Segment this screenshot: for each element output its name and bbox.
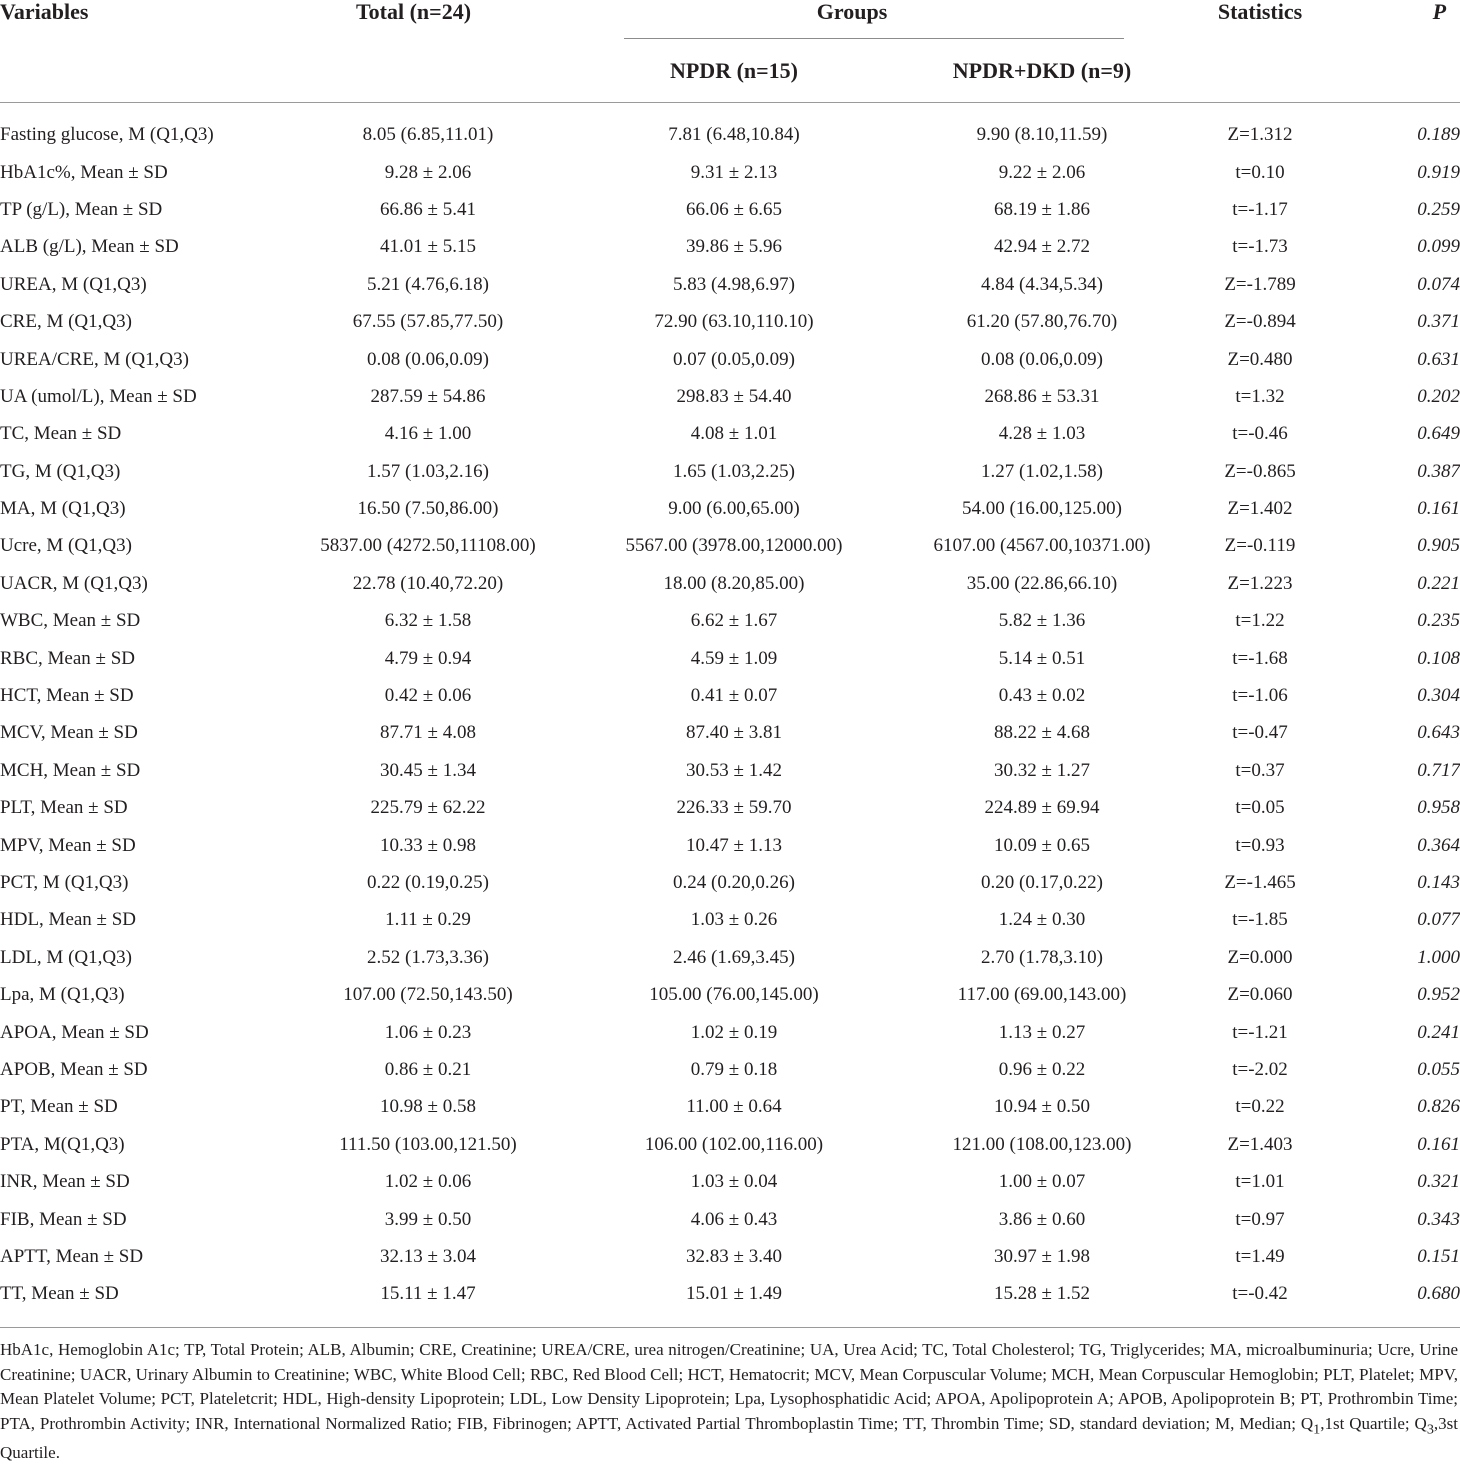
cell-statistic: Z=0.060 <box>1227 984 1293 1006</box>
cell-npdr: 66.06 ± 6.65 <box>686 198 782 220</box>
cell-variable: PCT, M (Q1,Q3) <box>0 872 129 893</box>
header-statistics: Statistics <box>1217 0 1303 24</box>
cell-npdr-dkd: 1.13 ± 0.27 <box>998 1021 1086 1043</box>
cell-statistic: Z=1.312 <box>1227 124 1293 146</box>
cell-npdr: 105.00 (76.00,145.00) <box>649 984 819 1006</box>
table-bottom-rule <box>0 1327 1460 1328</box>
cell-npdr-dkd: 9.90 (8.10,11.59) <box>976 124 1108 146</box>
cell-statistic: t=-1.21 <box>1232 1021 1288 1043</box>
cell-statistic: t=0.97 <box>1235 1208 1285 1230</box>
table-row <box>0 864 1460 901</box>
cell-p-value: 0.321 <box>1417 1171 1460 1193</box>
cell-total: 4.79 ± 0.94 <box>384 647 472 669</box>
cell-p-value: 0.649 <box>1417 423 1460 445</box>
cell-npdr-dkd: 61.20 (57.80,76.70) <box>966 311 1118 333</box>
cell-npdr-dkd: 121.00 (108.00,123.00) <box>952 1133 1132 1155</box>
cell-npdr: 1.03 ± 0.04 <box>690 1171 778 1193</box>
cell-npdr-dkd: 4.28 ± 1.03 <box>998 423 1086 445</box>
cell-npdr-dkd: 6107.00 (4567.00,10371.00) <box>933 535 1151 557</box>
cell-npdr-dkd: 88.22 ± 4.68 <box>994 722 1090 744</box>
header-total: Total (n=24) <box>356 0 472 24</box>
cell-variable: INR, Mean ± SD <box>0 1171 130 1193</box>
cell-statistic: t=0.05 <box>1235 797 1285 819</box>
cell-p-value: 0.151 <box>1417 1245 1460 1267</box>
table-footnote <box>0 1338 1458 1466</box>
table-row <box>0 976 1460 1013</box>
cell-statistic: Z=-1.789 <box>1224 273 1296 295</box>
cell-variable: MPV, Mean ± SD <box>0 834 136 856</box>
table-row <box>0 714 1460 751</box>
cell-p-value: 0.952 <box>1417 984 1460 1006</box>
cell-variable: APOB, Mean ± SD <box>0 1058 148 1080</box>
cell-p-value: 0.202 <box>1417 385 1460 407</box>
cell-total: 10.98 ± 0.58 <box>380 1096 476 1118</box>
cell-npdr: 11.00 ± 0.64 <box>686 1096 782 1118</box>
cell-p-value: 0.099 <box>1417 236 1460 258</box>
cell-statistic: t=-1.85 <box>1232 909 1288 931</box>
cell-variable: RBC, Mean ± SD <box>0 647 135 669</box>
cell-npdr-dkd: 5.14 ± 0.51 <box>998 647 1086 669</box>
cell-variable: APTT, Mean ± SD <box>0 1245 144 1267</box>
cell-npdr-dkd: 10.94 ± 0.50 <box>994 1096 1090 1118</box>
table-row <box>0 1200 1460 1237</box>
cell-statistic: t=-0.42 <box>1232 1283 1288 1305</box>
cell-variable: UA (umol/L), Mean ± SD <box>0 385 197 407</box>
cell-total: 225.79 ± 62.22 <box>370 797 486 819</box>
cell-variable: MCV, Mean ± SD <box>0 722 138 744</box>
cell-npdr-dkd: 15.28 ± 1.52 <box>994 1283 1090 1305</box>
cell-statistic: t=-1.17 <box>1232 198 1288 220</box>
cell-total: 1.06 ± 0.23 <box>384 1021 472 1043</box>
cell-statistic: Z=-0.119 <box>1224 535 1296 557</box>
cell-total: 1.02 ± 0.06 <box>384 1171 472 1193</box>
cell-npdr-dkd: 35.00 (22.86,66.10) <box>966 572 1118 594</box>
table-row <box>0 789 1460 826</box>
cell-npdr: 39.86 ± 5.96 <box>686 236 782 258</box>
cell-total: 107.00 (72.50,143.50) <box>343 984 513 1006</box>
table-row <box>0 490 1460 527</box>
cell-npdr-dkd: 224.89 ± 69.94 <box>984 797 1100 819</box>
cell-npdr: 106.00 (102.00,116.00) <box>644 1133 824 1155</box>
cell-p-value: 0.161 <box>1417 498 1460 520</box>
cell-variable: TC, Mean ± SD <box>0 423 122 445</box>
groups-divider <box>624 38 1124 39</box>
cell-npdr: 1.03 ± 0.26 <box>690 909 778 931</box>
cell-npdr-dkd: 42.94 ± 2.72 <box>994 236 1090 258</box>
table-row <box>0 565 1460 602</box>
cell-npdr-dkd: 9.22 ± 2.06 <box>998 161 1086 183</box>
table-row <box>0 752 1460 789</box>
cell-npdr-dkd: 54.00 (16.00,125.00) <box>962 498 1122 520</box>
header-groups <box>544 0 1160 40</box>
table-row <box>0 1051 1460 1088</box>
cell-statistic: Z=-0.865 <box>1224 460 1296 482</box>
table-row <box>0 266 1460 303</box>
cell-variable: CRE, M (Q1,Q3) <box>0 311 132 333</box>
cell-npdr: 5.83 (4.98,6.97) <box>673 273 795 295</box>
cell-total: 287.59 ± 54.86 <box>370 385 486 407</box>
footnote-q3-subscript: 3 <box>1426 1420 1434 1437</box>
cell-variable: TG, M (Q1,Q3) <box>0 460 121 482</box>
cell-total: 22.78 (10.40,72.20) <box>352 572 504 594</box>
cell-p-value: 0.074 <box>1417 273 1460 295</box>
cell-npdr-dkd: 2.70 (1.78,3.10) <box>981 946 1103 968</box>
cell-total: 87.71 ± 4.08 <box>380 722 476 744</box>
table-row <box>0 677 1460 714</box>
cell-npdr-dkd: 1.24 ± 0.30 <box>998 909 1086 931</box>
cell-npdr: 6.62 ± 1.67 <box>690 610 778 632</box>
cell-p-value: 0.077 <box>1417 909 1460 931</box>
table-row <box>0 340 1460 377</box>
table-row <box>0 153 1460 190</box>
cell-variable: Lpa, M (Q1,Q3) <box>0 984 125 1006</box>
cell-total: 6.32 ± 1.58 <box>384 610 472 632</box>
cell-total: 1.57 (1.03,2.16) <box>367 460 489 482</box>
cell-variable: UREA/CRE, M (Q1,Q3) <box>0 348 189 370</box>
cell-variable: UACR, M (Q1,Q3) <box>0 572 148 594</box>
cell-statistic: t=-1.68 <box>1232 647 1288 669</box>
cell-npdr-dkd: 30.32 ± 1.27 <box>994 759 1090 781</box>
cell-npdr: 0.79 ± 0.18 <box>690 1058 778 1080</box>
table-row <box>0 1088 1460 1125</box>
cell-p-value: 1.000 <box>1417 946 1460 968</box>
cell-p-value: 0.371 <box>1417 311 1460 333</box>
cell-p-value: 0.717 <box>1417 759 1460 781</box>
cell-total: 41.01 ± 5.15 <box>380 236 476 258</box>
header-variables: Variables <box>0 0 89 24</box>
cell-npdr: 4.59 ± 1.09 <box>690 647 778 669</box>
cell-statistic: Z=1.403 <box>1227 1133 1293 1155</box>
cell-npdr-dkd: 0.20 (0.17,0.22) <box>981 872 1103 893</box>
cell-npdr: 32.83 ± 3.40 <box>686 1245 782 1267</box>
table-row <box>0 602 1460 639</box>
cell-p-value: 0.387 <box>1417 460 1460 482</box>
table-row <box>0 1013 1460 1050</box>
cell-statistic: t=1.22 <box>1235 610 1285 632</box>
cell-variable: ALB (g/L), Mean ± SD <box>0 236 179 258</box>
cell-statistic: t=0.22 <box>1235 1096 1285 1118</box>
cell-npdr: 0.24 (0.20,0.26) <box>673 872 795 893</box>
table-row <box>0 1275 1460 1312</box>
cell-statistic: t=-0.47 <box>1232 722 1288 744</box>
cell-total: 111.50 (103.00,121.50) <box>339 1133 517 1155</box>
cell-p-value: 0.259 <box>1417 198 1460 220</box>
cell-total: 3.99 ± 0.50 <box>384 1208 472 1230</box>
cell-variable: TP (g/L), Mean ± SD <box>0 198 163 220</box>
cell-variable: Ucre, M (Q1,Q3) <box>0 535 132 557</box>
cell-p-value: 0.108 <box>1417 647 1460 669</box>
cell-statistic: t=0.93 <box>1235 834 1285 856</box>
cell-total: 32.13 ± 3.04 <box>380 1245 476 1267</box>
table-row <box>0 453 1460 490</box>
cell-total: 0.42 ± 0.06 <box>384 685 472 707</box>
table-row <box>0 116 1460 153</box>
cell-total: 66.86 ± 5.41 <box>380 198 476 220</box>
cell-variable: MCH, Mean ± SD <box>0 759 141 781</box>
cell-p-value: 0.221 <box>1417 572 1460 594</box>
cell-total: 1.11 ± 0.29 <box>385 909 471 931</box>
cell-npdr-dkd: 10.09 ± 0.65 <box>994 834 1090 856</box>
cell-npdr-dkd: 0.08 (0.06,0.09) <box>981 348 1103 370</box>
footnote-q1-text: ,1st Quartile; Q <box>1320 1413 1427 1433</box>
cell-npdr: 72.90 (63.10,110.10) <box>654 311 814 333</box>
cell-p-value: 0.919 <box>1417 161 1460 183</box>
cell-total: 2.52 (1.73,3.36) <box>367 946 489 968</box>
cell-total: 0.86 ± 0.21 <box>384 1058 472 1080</box>
cell-total: 0.22 (0.19,0.25) <box>367 872 489 893</box>
cell-p-value: 0.958 <box>1417 797 1460 819</box>
cell-npdr-dkd: 1.00 ± 0.07 <box>998 1171 1086 1193</box>
footnote-text: HbA1c, Hemoglobin A1c; TP, Total Protein; ALB, Albumin; CRE, Creatinine; UREA/CRE, urea nitrogen/Creatinine; UA, Urea Acid; TC, Total Cholesterol; TG, Triglycerides; MA, microalbuminuria; Ucre, Urine Creatinine; UACR, Urinary Albumin to Creatinine; WBC, White Blood Cell; RBC, Red Blood Cell; HCT, Hematocrit; MCV, Mean Corpuscular Volume; MCH, Mean Corpuscular Hemoglobin; PLT, Platelet; MPV, Mean Platelet Volume; PCT, Plateletcrit; HDL, High-density Lipoprotein; LDL, Low Density Lipoprotein; Lpa, Lysophosphatidic Acid; APOA, Apolipoprotein A; APOB, Apolipoprotein B; PT, Prothrombin Time; PTA, Prothrombin Activity; INR, International Normalized Ratio; FIB, Fibrinogen; APTT, Activated Partial Thromboplastin Time; TT, Thrombin Time; SD, standard deviation; M, Median; Q <box>0 1340 1458 1433</box>
cell-variable: PTA, M(Q1,Q3) <box>0 1133 125 1155</box>
cell-npdr: 1.02 ± 0.19 <box>690 1021 778 1043</box>
cell-npdr: 4.06 ± 0.43 <box>690 1208 778 1230</box>
header-npdr-dkd: NPDR+DKD (n=9) <box>952 58 1132 83</box>
cell-total: 10.33 ± 0.98 <box>380 834 476 856</box>
cell-variable: UREA, M (Q1,Q3) <box>0 273 147 295</box>
table-row <box>0 639 1460 676</box>
cell-p-value: 0.304 <box>1417 685 1460 707</box>
cell-p-value: 0.235 <box>1417 610 1460 632</box>
cell-npdr-dkd: 68.19 ± 1.86 <box>994 198 1090 220</box>
cell-npdr: 15.01 ± 1.49 <box>686 1283 782 1305</box>
cell-p-value: 0.631 <box>1417 348 1460 370</box>
cell-npdr: 0.41 ± 0.07 <box>690 685 778 707</box>
cell-total: 5.21 (4.76,6.18) <box>367 273 489 295</box>
cell-statistic: Z=-1.465 <box>1224 872 1296 893</box>
cell-p-value: 0.364 <box>1417 834 1460 856</box>
header-npdr: NPDR (n=15) <box>669 58 799 83</box>
cell-variable: HbA1c%, Mean ± SD <box>0 161 168 183</box>
cell-total: 30.45 ± 1.34 <box>380 759 476 781</box>
cell-variable: WBC, Mean ± SD <box>0 610 141 632</box>
cell-npdr: 298.83 ± 54.40 <box>676 385 792 407</box>
header-p: P <box>1432 0 1447 24</box>
cell-variable: PT, Mean ± SD <box>0 1096 118 1118</box>
cell-npdr: 30.53 ± 1.42 <box>686 759 782 781</box>
cell-total: 15.11 ± 1.47 <box>380 1283 476 1305</box>
cell-npdr-dkd: 3.86 ± 0.60 <box>998 1208 1086 1230</box>
cell-npdr: 10.47 ± 1.13 <box>686 834 782 856</box>
cell-statistic: t=1.01 <box>1235 1171 1285 1193</box>
table-row <box>0 1163 1460 1200</box>
cell-npdr: 5567.00 (3978.00,12000.00) <box>625 535 843 557</box>
cell-statistic: t=-1.06 <box>1232 685 1288 707</box>
cell-p-value: 0.905 <box>1417 535 1460 557</box>
cell-statistic: Z=1.402 <box>1227 498 1293 520</box>
cell-statistic: t=-2.02 <box>1232 1058 1288 1080</box>
cell-npdr: 7.81 (6.48,10.84) <box>668 124 800 146</box>
cell-statistic: t=0.10 <box>1235 161 1285 183</box>
cell-npdr-dkd: 268.86 ± 53.31 <box>984 385 1100 407</box>
table-row <box>0 939 1460 976</box>
table-row <box>0 901 1460 938</box>
cell-npdr-dkd: 30.97 ± 1.98 <box>994 1245 1090 1267</box>
cell-npdr-dkd: 117.00 (69.00,143.00) <box>957 984 1127 1006</box>
cell-npdr: 2.46 (1.69,3.45) <box>673 946 795 968</box>
cell-p-value: 0.241 <box>1417 1021 1460 1043</box>
table-row <box>0 1126 1460 1163</box>
footnote-q1-subscript: 1 <box>1313 1420 1321 1437</box>
cell-npdr: 1.65 (1.03,2.25) <box>673 460 795 482</box>
cell-npdr: 0.07 (0.05,0.09) <box>673 348 795 370</box>
cell-variable: HDL, Mean ± SD <box>0 909 137 931</box>
cell-variable: PLT, Mean ± SD <box>0 797 128 819</box>
cell-total: 0.08 (0.06,0.09) <box>367 348 489 370</box>
cell-npdr: 9.31 ± 2.13 <box>690 161 778 183</box>
cell-statistic: t=-1.73 <box>1232 236 1288 258</box>
cell-variable: APOA, Mean ± SD <box>0 1021 149 1043</box>
header-groups-label: Groups <box>816 0 888 24</box>
cell-total: 9.28 ± 2.06 <box>384 161 472 183</box>
cell-npdr-dkd: 0.43 ± 0.02 <box>998 685 1086 707</box>
cell-statistic: Z=1.223 <box>1227 572 1293 594</box>
cell-p-value: 0.161 <box>1417 1133 1460 1155</box>
cell-variable: TT, Mean ± SD <box>0 1283 119 1305</box>
cell-p-value: 0.343 <box>1417 1208 1460 1230</box>
cell-variable: Fasting glucose, M (Q1,Q3) <box>0 124 214 146</box>
cell-total: 16.50 (7.50,86.00) <box>357 498 499 520</box>
table-header <box>0 0 1460 116</box>
cell-npdr: 9.00 (6.00,65.00) <box>668 498 800 520</box>
cell-p-value: 0.826 <box>1417 1096 1460 1118</box>
cell-variable: HCT, Mean ± SD <box>0 685 134 707</box>
cell-npdr-dkd: 5.82 ± 1.36 <box>998 610 1086 632</box>
footnote-q3-text: ,3st Quartile. <box>0 1413 1458 1463</box>
cell-npdr: 87.40 ± 3.81 <box>686 722 782 744</box>
cell-npdr-dkd: 4.84 (4.34,5.34) <box>981 273 1103 295</box>
cell-variable: FIB, Mean ± SD <box>0 1208 127 1230</box>
cell-npdr: 4.08 ± 1.01 <box>690 423 778 445</box>
cell-npdr-dkd: 0.96 ± 0.22 <box>998 1058 1086 1080</box>
table-row <box>0 826 1460 863</box>
cell-npdr: 18.00 (8.20,85.00) <box>663 572 805 594</box>
table-row <box>0 415 1460 452</box>
cell-statistic: t=1.49 <box>1235 1245 1285 1267</box>
table-row <box>0 1238 1460 1275</box>
cell-variable: LDL, M (Q1,Q3) <box>0 946 132 968</box>
table-row <box>0 228 1460 265</box>
cell-total: 8.05 (6.85,11.01) <box>362 124 494 146</box>
cell-npdr: 226.33 ± 59.70 <box>676 797 792 819</box>
cell-p-value: 0.143 <box>1417 872 1460 893</box>
cell-variable: MA, M (Q1,Q3) <box>0 498 126 520</box>
cell-statistic: Z=-0.894 <box>1224 311 1296 333</box>
table-row <box>0 303 1460 340</box>
cell-statistic: t=0.37 <box>1235 759 1285 781</box>
cell-statistic: t=-0.46 <box>1232 423 1288 445</box>
table-row <box>0 191 1460 228</box>
cell-total: 67.55 (57.85,77.50) <box>352 311 504 333</box>
cell-p-value: 0.643 <box>1417 722 1460 744</box>
cell-p-value: 0.189 <box>1417 124 1460 146</box>
cell-p-value: 0.055 <box>1417 1058 1460 1080</box>
table-row <box>0 527 1460 564</box>
cell-statistic: Z=0.000 <box>1227 946 1293 968</box>
table-row <box>0 378 1460 415</box>
cell-p-value: 0.680 <box>1417 1283 1460 1305</box>
cell-statistic: Z=0.480 <box>1227 348 1293 370</box>
cell-npdr-dkd: 1.27 (1.02,1.58) <box>981 460 1103 482</box>
table-body <box>0 116 1460 1313</box>
cell-total: 5837.00 (4272.50,11108.00) <box>320 535 536 557</box>
cell-statistic: t=1.32 <box>1235 385 1285 407</box>
cell-total: 4.16 ± 1.00 <box>384 423 472 445</box>
